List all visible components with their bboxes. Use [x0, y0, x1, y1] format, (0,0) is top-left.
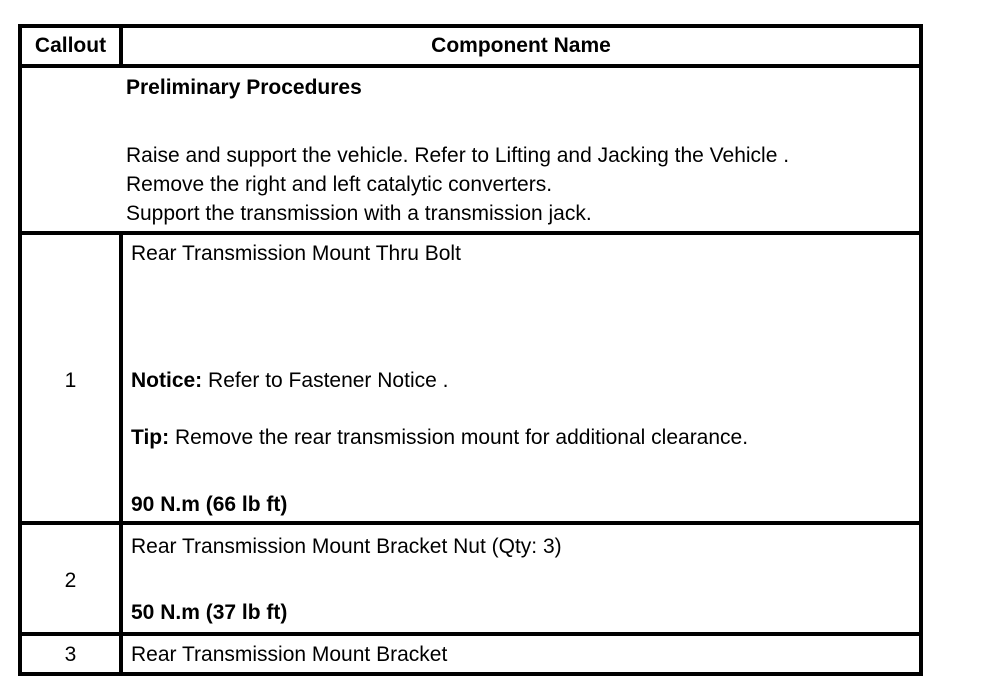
- component-name: Rear Transmission Mount Thru Bolt: [131, 242, 461, 265]
- preliminary-step: Raise and support the vehicle. Refer to Lifting and Jacking the Vehicle .: [126, 144, 790, 167]
- preliminary-step: Support the transmission with a transmission jack.: [126, 202, 592, 225]
- preliminary-title: Preliminary Procedures: [126, 76, 362, 99]
- row-divider: [18, 231, 923, 235]
- tip-label: Tip:: [131, 426, 170, 449]
- table-border-bottom: [18, 672, 923, 676]
- component-name: Rear Transmission Mount Bracket: [131, 643, 448, 666]
- callout-number: 3: [64, 643, 77, 666]
- table-border-right: [919, 24, 923, 676]
- callout-number: 2: [64, 569, 77, 592]
- torque-spec: 90 N.m (66 lb ft): [131, 493, 288, 516]
- tip-text: Remove the rear transmission mount for additional clearance.: [169, 426, 749, 449]
- table-border-top: [18, 24, 923, 28]
- notice-text: Refer to Fastener Notice .: [202, 369, 449, 392]
- notice-label: Notice:: [131, 369, 203, 392]
- row-divider: [18, 632, 923, 636]
- header-component-name: Component Name: [431, 34, 611, 57]
- row-divider: [18, 64, 923, 68]
- tip-line: [131, 426, 748, 450]
- preliminary-step: Remove the right and left catalytic converters.: [126, 173, 553, 196]
- component-name: Rear Transmission Mount Bracket Nut (Qty: 3): [131, 535, 562, 558]
- torque-spec: 50 N.m (37 lb ft): [131, 601, 288, 624]
- row-divider: [18, 521, 923, 525]
- header-callout: Callout: [34, 34, 107, 57]
- column-divider: [119, 231, 123, 676]
- callout-number: 1: [64, 369, 77, 392]
- notice-line: [131, 369, 448, 393]
